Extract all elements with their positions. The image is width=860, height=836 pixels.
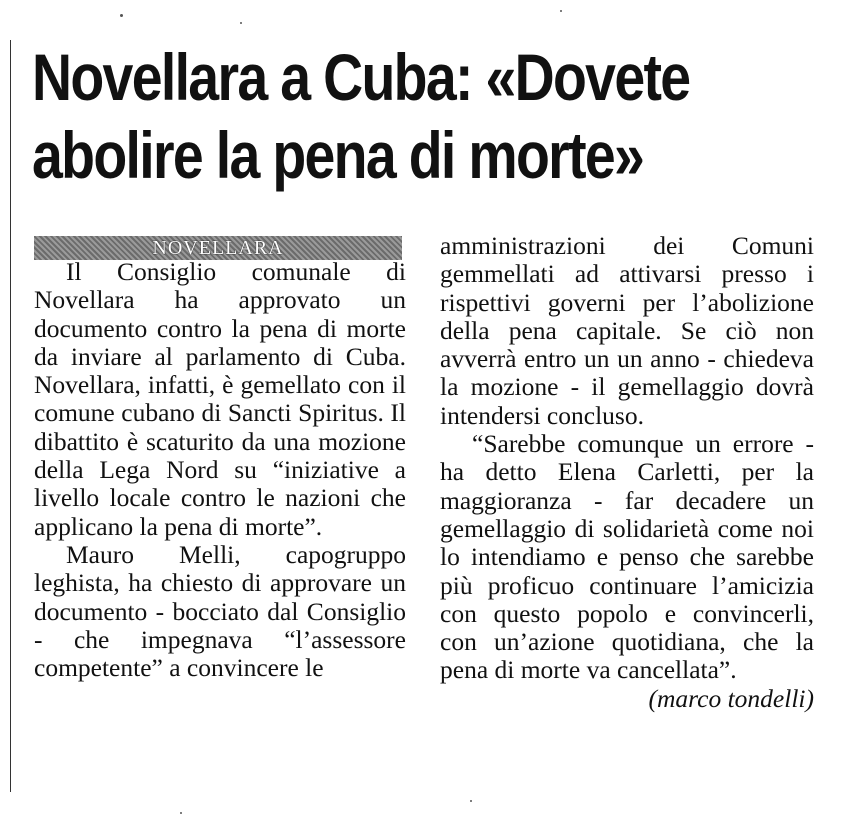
paragraph: amministrazioni dei Comuni gemmellati ad attivarsi presso i rispettivi governi per l’abolizione della pena capitale. Se ciò non avverrà entro un un anno - chiedeva la mozione - il gemellaggio dovrà intendersi concluso. [440,231,814,430]
kicker-label: NOVELLARA [152,236,284,259]
right-column [440,232,814,713]
paragraph: Mauro Melli, capogruppo leghista, ha chiesto di approvare un documento - bocciato dal Consiglio - che impegnava “l’assessore competente” a convincere le [34,539,406,683]
left-column [34,258,406,682]
paragraph: Il Consiglio comunale di Novellara ha approvato un documento contro la pena di morte da inviare al parlamento di Cuba. Novellara, infatti, è gemellato con il comune cubano di Sancti Spiritus. Il dibattito è scaturito da una mozione della Lega Nord su “iniziative a livello locale contro le nazioni che applicano la pena di morte”. [34,257,406,541]
print-speck [180,812,182,814]
print-speck [120,14,123,17]
print-speck [560,10,562,12]
print-speck [240,22,242,24]
byline: (marco tondelli) [648,683,814,713]
paragraph: “Sarebbe comunque un errore - ha detto Elena Carletti, per la maggioranza - far decadere un gemellaggio di solidarietà come noi lo intendiamo e penso che sarebbe più proficuo continuare l’amicizia con questo popolo e convincerli, con un’azione quotidiana, che la pena di morte va cancellata”. [440,429,814,685]
headline [32,38,704,194]
column-rule [10,40,11,792]
print-speck [470,800,472,802]
headline-line-1: Novellara a Cuba: «Dovete [32,40,690,114]
headline-line-2: abolire la pena di morte» [32,118,644,192]
